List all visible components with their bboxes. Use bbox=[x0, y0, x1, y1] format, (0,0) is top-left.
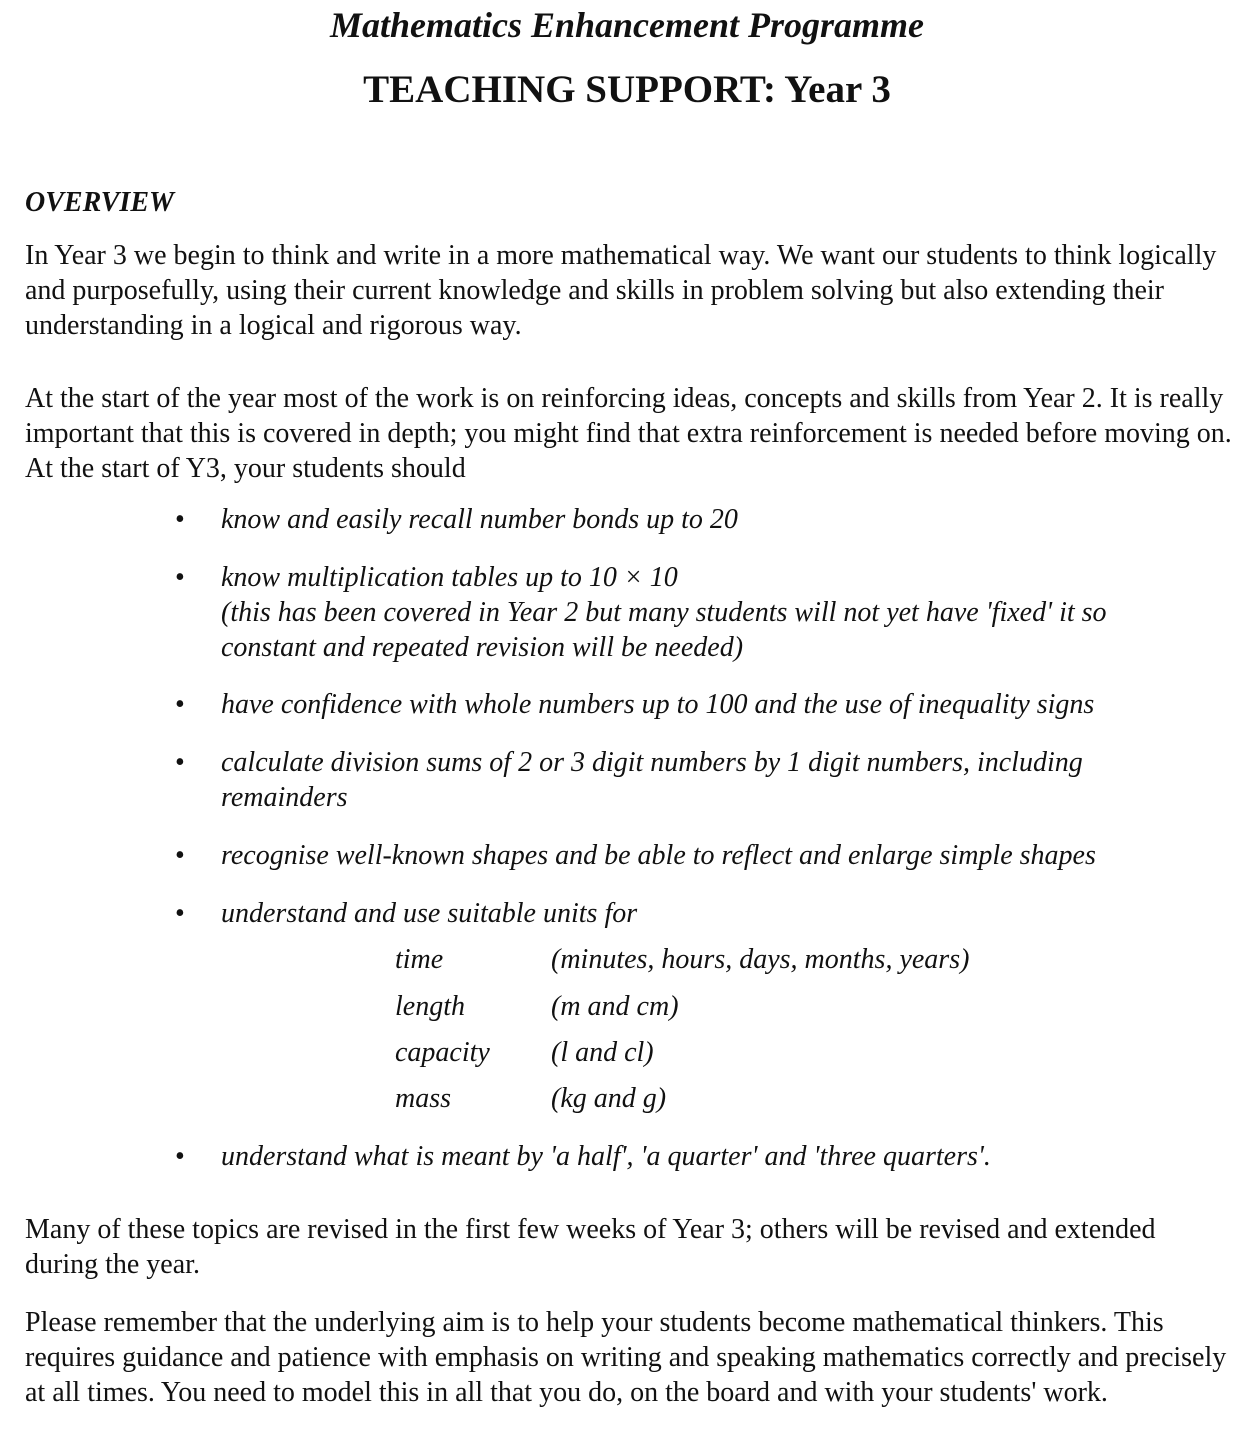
list-item-text: have confidence with whole numbers up to 100 and the use of inequality signs bbox=[221, 689, 1095, 720]
list-item-content bbox=[221, 560, 1221, 665]
bullet-icon: • bbox=[175, 898, 185, 929]
unit-name: capacity bbox=[395, 1037, 490, 1068]
intro-paragraph: In Year 3 we begin to think and write in a more mathematical way. We want our students to think logically and purposefully, using their current knowledge and skills in problem solving but also extending their understanding in a logical and rigorous way. bbox=[25, 240, 1217, 341]
list-item-text: understand what is meant by 'a half', 'a quarter' and 'three quarters'. bbox=[221, 1141, 991, 1172]
start-of-year-paragraph: At the start of the year most of the work is on reinforcing ideas, concepts and skills from Year 2. It is really important that this is covered in depth; you might find that extra reinforcement is needed before moving on. At the start of Y3, your students should bbox=[25, 383, 1232, 484]
page-title: TEACHING SUPPORT: Year 3 bbox=[363, 68, 891, 111]
revision-paragraph: Many of these topics are revised in the first few weeks of Year 3; others will be revised and extended during the year. bbox=[25, 1214, 1156, 1280]
bullet-icon: • bbox=[175, 840, 185, 871]
section-heading-overview: OVERVIEW bbox=[25, 187, 174, 218]
unit-name: mass bbox=[395, 1083, 452, 1114]
bullet-icon: • bbox=[175, 1141, 185, 1172]
unit-name: time bbox=[395, 944, 444, 975]
bullet-icon: • bbox=[175, 562, 185, 593]
aim-paragraph: Please remember that the underlying aim is to help your students become mathematical thinkers. This requires guidance and patience with emphasis on writing and speaking mathematics correctly and precisely at all times. You need to model this in all that you do, on the board and with your students' work. bbox=[25, 1307, 1227, 1408]
unit-examples: (m and cm) bbox=[551, 991, 679, 1022]
bullet-icon: • bbox=[175, 747, 185, 778]
list-item-note: (this has been covered in Year 2 but many students will not yet have 'fixed' it so constant and repeated revision will be needed) bbox=[221, 597, 1107, 663]
unit-examples: (kg and g) bbox=[551, 1083, 667, 1114]
list-item-text: understand and use suitable units for bbox=[221, 898, 638, 929]
unit-examples: (l and cl) bbox=[551, 1037, 654, 1068]
bullet-icon: • bbox=[175, 689, 185, 720]
list-item-text: calculate division sums of 2 or 3 digit numbers by 1 digit numbers, including remainders bbox=[221, 747, 1083, 813]
programme-title: Mathematics Enhancement Programme bbox=[329, 5, 925, 45]
unit-examples: (minutes, hours, days, months, years) bbox=[551, 944, 970, 975]
list-item-text: know and easily recall number bonds up to 20 bbox=[221, 504, 738, 535]
list-item-text: recognise well-known shapes and be able to reflect and enlarge simple shapes bbox=[221, 840, 1096, 871]
bullet-icon: • bbox=[175, 504, 185, 535]
unit-name: length bbox=[395, 991, 465, 1022]
list-item-text: know multiplication tables up to 10 × 10 bbox=[221, 562, 678, 593]
